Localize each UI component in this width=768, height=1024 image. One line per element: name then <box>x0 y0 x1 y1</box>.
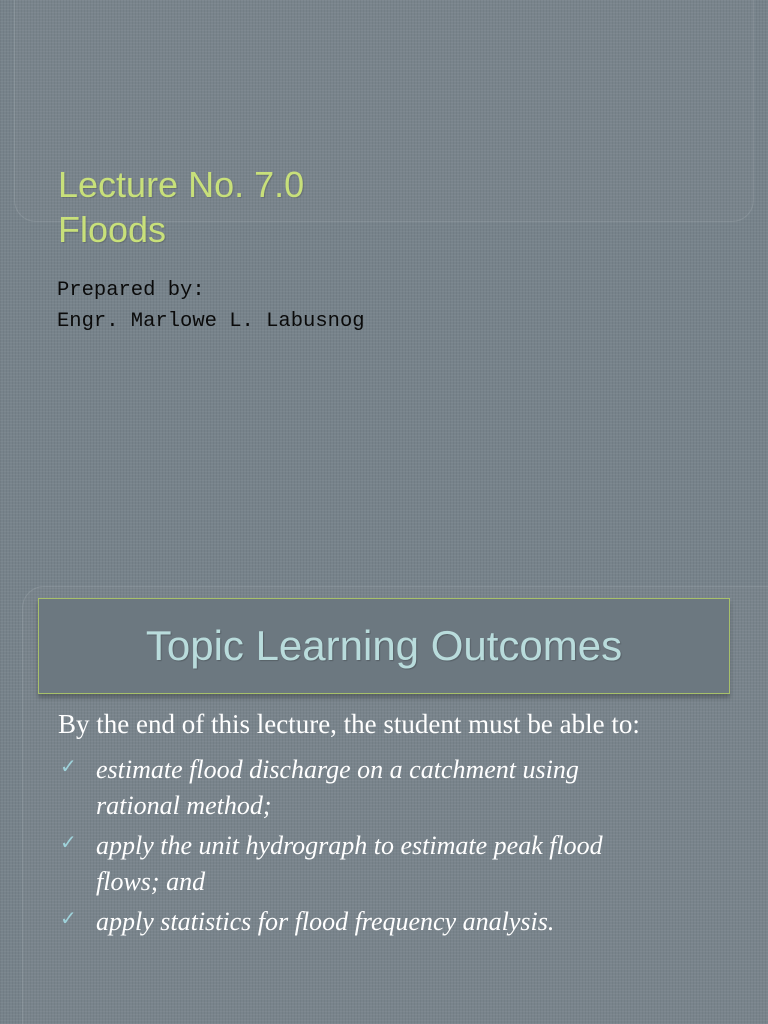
outcome-line: apply statistics for flood frequency analysis. <box>96 907 555 936</box>
outcome-line: rational method; <box>96 791 272 820</box>
list-item <box>58 904 738 940</box>
prepared-by-label: Prepared by: <box>57 279 205 302</box>
lecture-title <box>58 162 658 252</box>
outcomes-list <box>58 752 738 944</box>
outcome-line: estimate flood discharge on a catchment using <box>96 755 579 784</box>
intro-text: By the end of this lecture, the student must be able to: <box>58 709 640 739</box>
heading-box <box>38 598 730 694</box>
outcome-line: apply the unit hydrograph to estimate peak flood <box>96 831 603 860</box>
list-item <box>58 752 738 824</box>
author-credit <box>57 275 365 337</box>
outcomes-slide <box>0 576 768 1024</box>
title-line-lecture-number: Lecture No. 7.0 <box>58 164 305 205</box>
checkmark-icon: ✓ <box>60 830 77 854</box>
author-name: Engr. Marlowe L. Labusnog <box>57 310 365 333</box>
title-line-topic: Floods <box>58 209 167 250</box>
list-item <box>58 828 738 900</box>
outcomes-heading: Topic Learning Outcomes <box>145 622 623 669</box>
checkmark-icon: ✓ <box>60 906 77 930</box>
checkmark-icon: ✓ <box>60 754 77 778</box>
outcome-line: flows; and <box>96 867 206 896</box>
